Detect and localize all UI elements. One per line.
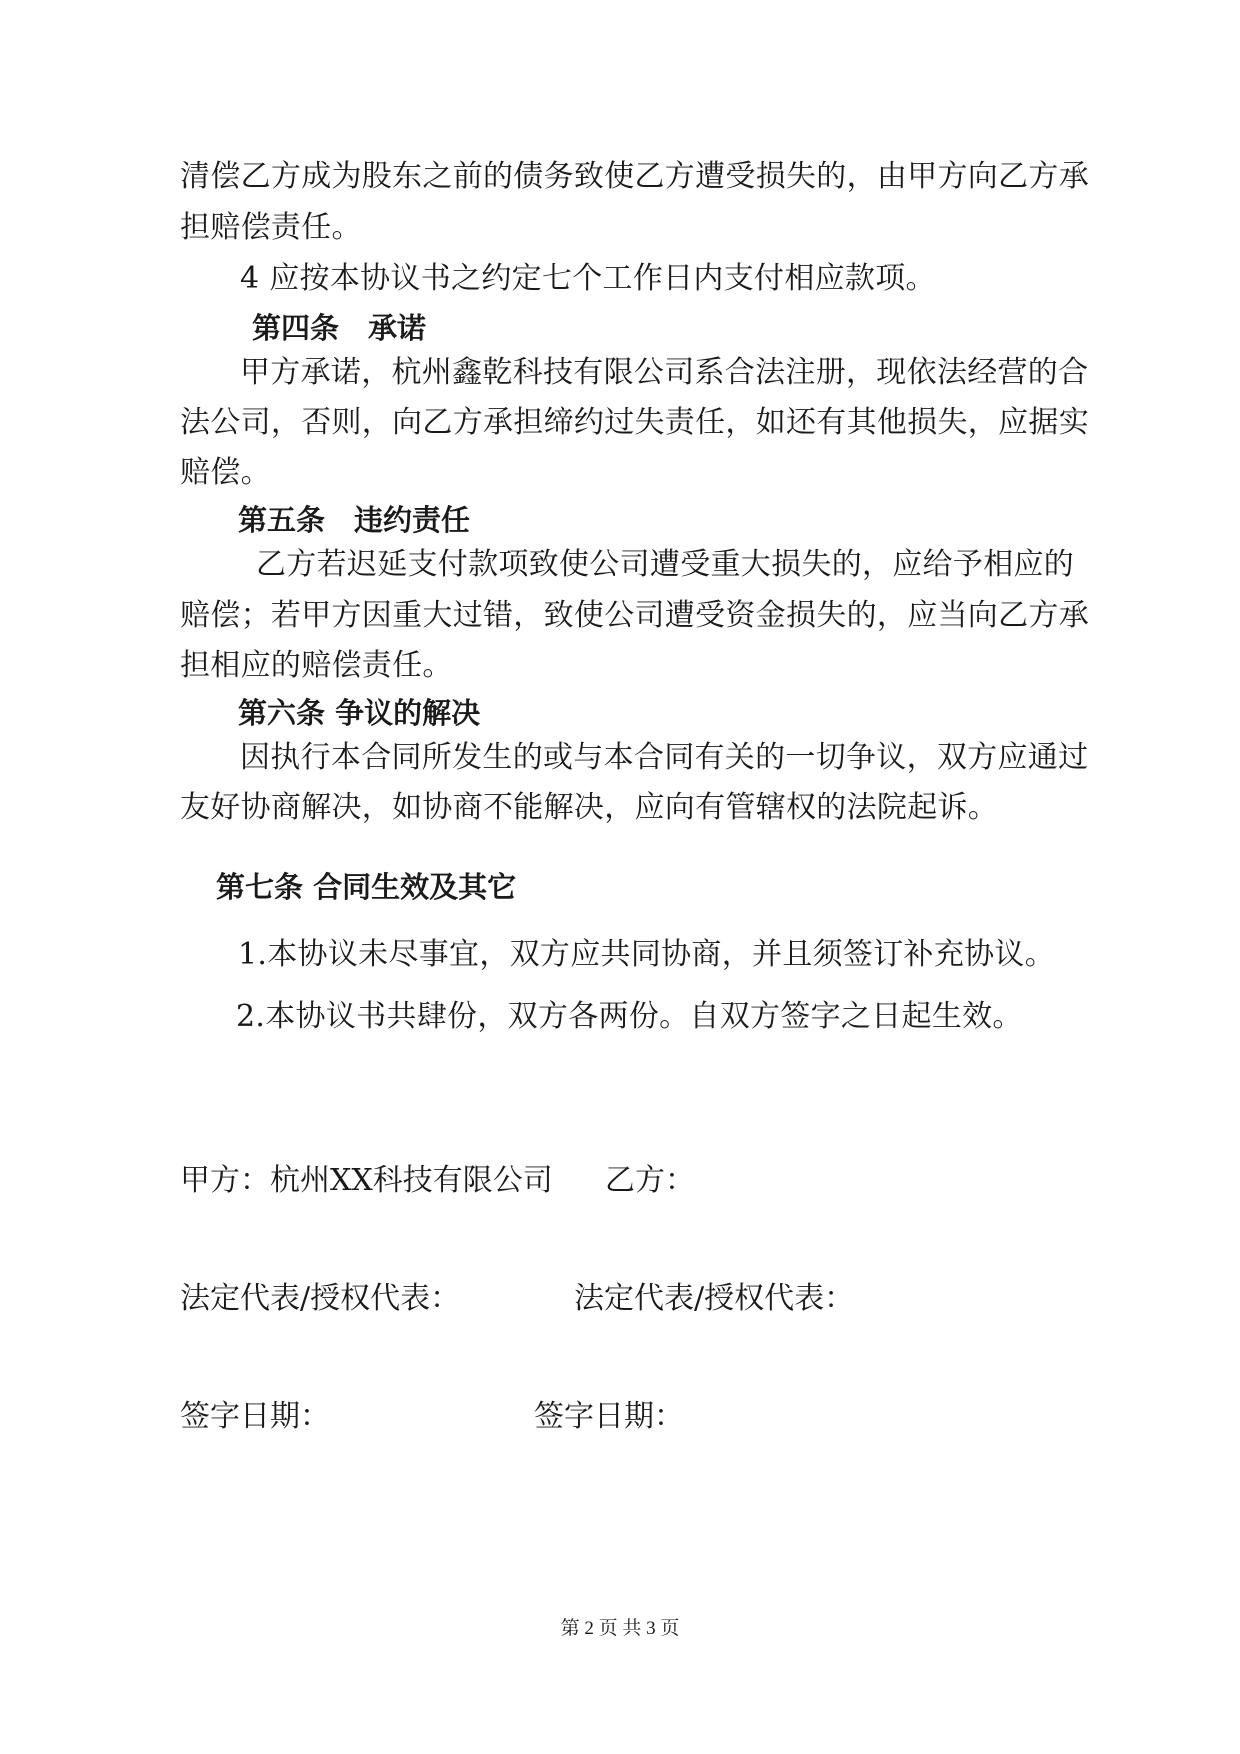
- party-b-sign-date-label: 签字日期：: [534, 1399, 684, 1434]
- section5-line2: 赔偿；若甲方因重大过错，致使公司遭受资金损失的，应当向乙方承: [180, 598, 1089, 633]
- party-a-label: 甲方：杭州XX科技有限公司: [180, 1163, 553, 1198]
- section6-line2: 友好协商解决，如协商不能解决，应向有管辖权的法院起诉。: [180, 790, 999, 825]
- section5-line1: 乙方若迟延支付款项致使公司遭受重大损失的，应给予相应的: [256, 547, 1075, 582]
- section5-heading: 第五条 违约责任: [238, 503, 471, 537]
- section7-item1: 1.本协议未尽事宜，双方应共同协商，并且须签订补充协议。: [238, 937, 1056, 972]
- section3-line2: 担赔偿责任。: [180, 210, 362, 245]
- section6-line1: 因执行本合同所发生的或与本合同有关的一切争议，双方应通过: [240, 740, 1089, 775]
- party-b-representative-label: 法定代表/授权代表：: [574, 1281, 855, 1316]
- party-b-label: 乙方：: [605, 1163, 695, 1198]
- section3-item4: 4 应按本协议书之约定七个工作日内支付相应款项。: [240, 261, 936, 296]
- section4-line3: 赔偿。: [180, 455, 271, 490]
- section7-heading: 第七条 合同生效及其它: [216, 870, 517, 904]
- section5-line3: 担相应的赔偿责任。: [180, 648, 453, 683]
- section4-line2: 法公司，否则，向乙方承担缔约过失责任，如还有其他损失，应据实: [180, 405, 1089, 440]
- page-number: 第 2 页 共 3 页: [560, 1618, 680, 1639]
- party-a-sign-date-label: 签字日期：: [180, 1399, 330, 1434]
- section3-line1: 清偿乙方成为股东之前的债务致使乙方遭受损失的，由甲方向乙方承: [180, 159, 1089, 194]
- section6-heading: 第六条 争议的解决: [238, 696, 481, 730]
- section4-line1: 甲方承诺，杭州鑫乾科技有限公司系合法注册，现依法经营的合: [240, 355, 1089, 390]
- section4-heading: 第四条 承诺: [252, 311, 427, 345]
- party-a-representative-label: 法定代表/授权代表：: [180, 1281, 461, 1316]
- section7-item2: 2.本协议书共肆份，双方各两份。自双方签字之日起生效。: [236, 999, 1023, 1034]
